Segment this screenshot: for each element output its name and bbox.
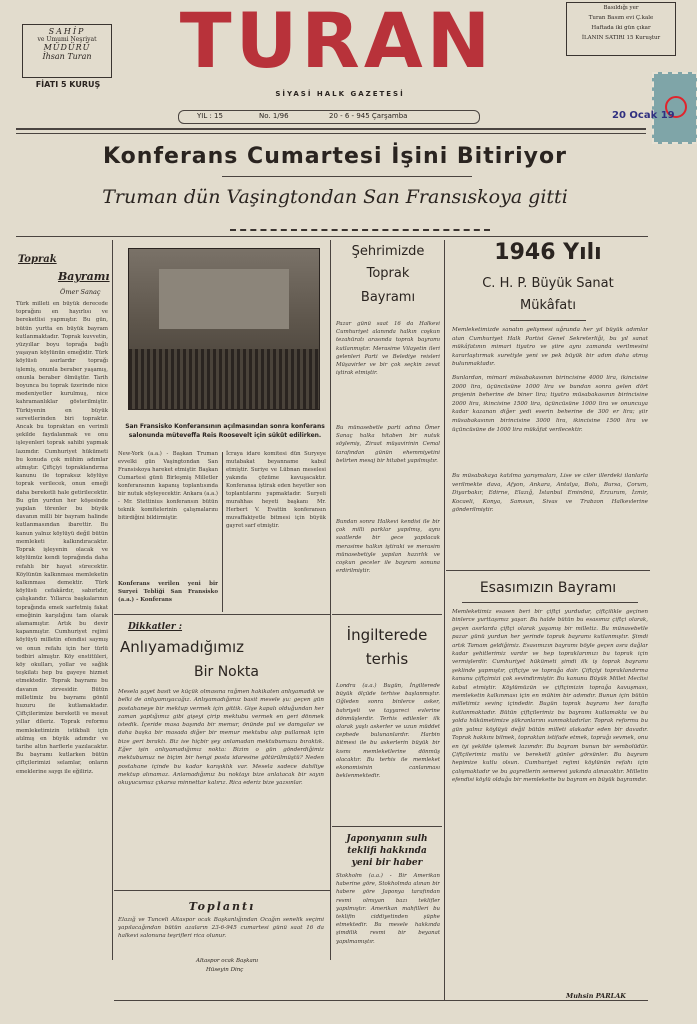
postage-stamp [652, 72, 697, 144]
owner-line3: MÜDÜRÜ [43, 43, 91, 52]
masthead-rule [16, 128, 646, 130]
newspaper-subtitle: SİYASİ HALK GAZETESİ [275, 90, 405, 98]
esas-top-rule [446, 570, 650, 571]
esas-title: Esasımızın Bayramı [479, 580, 617, 596]
center-column-divider [330, 240, 331, 960]
dikkat-top-rule [114, 614, 330, 615]
sanat-body2: Bunlardan, mimari müsabakasının birincisine 4000 lira, ikincisine 2000 lira, üçüncüsüne 1000 lira ve bundan sonra gelen dört projenin beherine de biner lira; tiyatro müsabakasının birincisine 2000 lira, ikincisine 1500 lira, üçüncüsüne 1000 lira ve onuncuya kadar kazanan diğer yedi eserin beherine de 300 er lira; şiir müsabakasının birincisine 3000 lira, ikincisine 1500 lira ve üçüncüsüne de 1000 lira mükâfat verilecektir. [452, 375, 648, 433]
photo-audience [129, 349, 319, 409]
esas-underline [462, 602, 638, 603]
right-column-divider [444, 240, 445, 1000]
left-column-divider [112, 240, 113, 960]
owner-line2: ve Umumi Neşriyat [37, 36, 97, 43]
dikkat-title1: Anlıyamadığımız [120, 638, 245, 656]
ingiltere-title1: İngilterede [346, 626, 428, 644]
sehrimizde-title1: Şehrimizde [351, 244, 425, 259]
toplanti-sign2: Hüseyin Dinç [206, 967, 244, 973]
headline-underline [222, 176, 472, 177]
issue-date: 20 - 6 - 945 Çarşamba [329, 112, 408, 120]
print-line2: Turan Basım evi Ç.kale [588, 15, 654, 21]
sehrimizde-body1: Pazar günü saat 16 da Halkevi Cumhuriyet alanında halkın coşkun tezahüratı arasında toprak bayramı kutlanmıştır. Merasime Vilayetin ileri gelenleri Parti ve Belediye reisleri Müşavirler ve bir çok seçkin zevat iştirak etmiştir. [336, 321, 440, 377]
price-label: FİATI 5 KURUŞ [35, 80, 101, 89]
dikkat-title2: Bir Nokta [194, 664, 259, 680]
toplanti-top-rule [114, 890, 330, 891]
sehrimizde-title3: Bayramı [360, 290, 416, 305]
owner-line4: İhsan Turan [42, 52, 92, 61]
left-article-body: Türk milleti en büyük derecede toprağını en hayırlısı ve bereketlisi yapmıştır. Bu gün, bütün yurtta en büyük bayram kutlanmaktadır. Toprak kuvvetin, yüzyıllar boyu toprağa bağlı yaşayan köylünün emeğidir. Türk köylüsü asırlardır toprağı işlemiş, onunla beraber yaşamış, onunla beraber ölmüştür. Tarih boyunca bu toprak üzerinde nice medeniyetler kurulmuş, nice kahramanlıklar gösterilmiştir. Türkiyenin en büyük servetlerinden biri topraktır. Ancak bu topraktan en verimli şekilde faydalanmak ve onu işleyenleri toprak sahibi yapmak lazımdır. Cumhuriyet hükümeti bu konuda çok mühim adımlar atmıştır. Çiftçiyi topraklandırma kanunu ile topraksız köylüye toprak verilecek, onun emeği daha bereketli hale getirilecektir. Bu gün yurdun her köşesinde yapılan törenler bu büyük davanın milli bir bayram halinde kutlanmasından ibarettir. Bu kanun yalnız köylüyü değil bütün memleketi kalkındıracaktır. Toprak işleyenin olacak ve köylümüz kendi toprağında daha refahlı bir hayat sürecektir. Köylünün kalkınması memleketin kalkınması demektir. Türk köylüsü cefakârdır, sabırlıdır, çalışkandır. Yıllarca başkalarının toprağında emek sarfetmiş fakat emeğinin karşılığını tam olarak alamamıştır. Artık bu devir kapanmıştır. Cumhuriyet rejimi köylüyü milletin efendisi saymış ve onun refahı için her türlü tedbiri almıştır. Köy enstitüleri, köy okulları, yollar ve sağlık teşkilatı hep bu gayeye hizmet etmektedir. Toprak bayramı bu davanın zirvesidir. Bütün milletimiz bu bayramı gönül huzuru ile kutlamaktadır. Çiftçilerimize bereketli ve mesut yıllar dileriz. Toprak reformu memleketimizin istikbali için atılmış en büyük adımdır ve tarihe altın harflerle yazılacaktır. Bu bayramı kutlarken bütün çiftçilerimizi selamlar, onların emeklerine saygı ile eğiliriz. [16, 301, 108, 775]
esas-body: Memleketimiz esasen beri bir çiftçi yurdudur, çiftçilikle geçinen binlerce yurttaşımız yaşar. Bu halde bütün bu esasımız çiftçi olarak, geçen asırlarda çiftçi olarak yaşamış bir milletiz. Bu münasebetle pazar günü yurdun her yerinde toprak bayramı kutlanmıştır. Şimdi artık Tamam geldiğimiz. Esasımızın bayramı böyle geçen asra dağlar kadar şehitlerimiz vardır ve hep topraklarımızı bu toprak için vermişlerdir. Cumhuriyet hükümeti şimdi ilk iş toprak bayramı şeklinde yapmıştır, çiftçiye ve toprağa dair. Çiftçiyi topraklandırma kanunu çiftçimizi çok sevindirmiştir. Bu kanunu Büyük Millet Meclisi kabul etmiştir. Köylümüzün ve çiftçimizin toprağa kavuşması, memleketin kalkınması için en mühim bir adımdır. Bunun için bütün milletimiz sevinç içindedir. Bugün toprak bayramı her tarafta kutlanmaktadır. Bütün çiftçilerimiz bu bayramı kutlamakta ve bu yolda hükümetimize şükranlarını sunmaktadırlar. Toprak reformu bu gün yalnız köylüyü değil bütün milleti alakadar eden bir davadır. Toprak hakkını bilmek, topraktan istifade etmek, toprağı sevmek, onu en iyi şekilde işlemek lazımdır. Bu bayram bunun bir sembolüdür. Çiftçilerimiz mutlu ve bereketli günler görsünler. Bu bayram hepimize kutlu olsun. Cumhuriyet rejimi köylünün refahı için çalışmaktadır ve bu gayretlerin semeresi yakında alınacaktır. Milletin efendisi köylü olduğu bir memlekette bu bayram en büyük bayramdır. [452, 609, 648, 784]
japonya-title2: teklifi hakkında [347, 846, 427, 856]
owner-line1: SAHİP [48, 27, 86, 36]
sanat-title2: C. H. P. Büyük Sanat [482, 276, 614, 291]
left-article-title1: Toprak [18, 254, 57, 265]
ingiltere-title2: terhis [365, 650, 409, 668]
issue-year: YIL : 15 [197, 112, 223, 120]
section-rule [16, 236, 648, 237]
sanat-title3: Mükâfatı [520, 298, 576, 313]
sanat-body1: Memleketimizde sanatın gelişmesi uğrunda her yıl büyük adımlar atan Cumhuriyet Halk Partisi Genel Sekreterliği, bu yıl sanat mükâfatının mimari tiyatro ve şiire aynı zamanda verilmesini kararlaştırmak suretiyle yeni ve pek büyük bir adım daha atmış bulunmaktadır. [452, 327, 648, 368]
photo-story-divider [222, 452, 223, 612]
photo-story-col1-bottom: Konferans verilen yeni bir Suryei Tebliği San Fransisko (a.a.) - Konferans [118, 581, 218, 603]
sanat-body3: Bu müsabakaya katılma yarışmaları, Lise ve ciler illerdeki ilanlarla verilmekte dava, Afyon, Ankara, Antalya, Bolu, Bursa, Çorum, Diyarbakır, Edirne, Elazığ, İstanbul Eminönü, Erzurum, İzmir, Kocaeli, Konya, Samsun, Sivas ve Trabzon Halkevlerine gönderilmiştir. [452, 473, 648, 514]
ingiltere-top-rule [332, 614, 442, 615]
photo-story-col1: New-York (a.a.) - Başkan Truman evvelki gün Vaşingtondan San Fransiskoya hareket etmiştir. Başkan Cumartesi günü Birleşmiş Milletler konferansının kapanış toplantısında bir nutuk söyleyecektir. Ankara (a.a.) - Mr. Stettinius konferansın bütün teknik komitelerinin çalışmalarını bitirdiğini bildirmiştir. [118, 451, 218, 521]
print-line4: İLANIN SATIRI 15 Kuruştur [581, 35, 661, 41]
dikkat-body: Mesela şayet basit ve küçük olmasına rağmen hakikaten anlıyamadık ve belki de anlıyamıyacağız. Anlıyamadığımız basit mesele şu: geçen gün postahaneye bir mektup vermek için gittik. Gişe kapalı olduğundan her zaman yaptığımız gibi gişeyi çirip mektubu vermek en geri dönmek istedik. İçeride masa başında bir memur, önünde pul ve damgalar ve daha başka bir masada diğer bir memur mektubu alıp pullamak için bize geri bıraktı. Biz ise hiçbir şey anlamadan mektubumuzu bıraktık. Eğer işin anlıyamadığımız nokta: Bizim o gün gönderdiğimiz mektubumuz ne biçim bir hengi posta idaresine götürülmüştü? Neden postahane içinde bu kadar karışıklık var. Mesela sadece dahiliye mektup alınamaz. Anlamadığımız bu noktayı bize anlatacak bir sayın okuyucumuz çıkarsa minnettar kalırız. Rica ederiz bize yazsınlar. [118, 689, 324, 787]
japonya-title1: Japonyanın sulh [346, 834, 428, 844]
conference-photo [128, 248, 320, 410]
stamp-date-note: 20 Ocak 19 [612, 110, 675, 121]
sub-headline: Truman dün Vaşingtondan San Fransıskoya gitti [102, 186, 568, 208]
sehrimizde-body2: Bu münasebetle parti adına Ömer Sanaç halka hitaben bir nutuk söylemiş, Ziraat müşavirinin Cemal tarafından günün ehemmiyetini belirten mesaj bir hitabet yapılmıştır. [336, 425, 440, 464]
sanat-underline [510, 320, 586, 321]
japonya-title3: yeni bir haber [351, 858, 423, 868]
printing-box [566, 2, 676, 56]
main-headline: Konferans Cumartesi İşini Bitiriyor [103, 144, 567, 169]
dikkat-label: Dikkatler : [128, 622, 183, 632]
left-article-title2: Bayramı [58, 270, 110, 283]
japonya-top-rule [332, 826, 442, 827]
headline-dashes [230, 229, 490, 231]
toplanti-sign1: Altaspor ocak Başkanı [196, 958, 259, 964]
japonya-body: Stokholm (a.a.) - Bir Amerikan haberine göre, Stokholmda alınan bir habere göre Japonya tarafından resmi olmıyan bazı teklifler yapılmıştır. Amerikan mahfilleri bu teklifin ciddiyetinden şüphe etmektedir. Bu mesele hakkında şimdilik resmi bir beyanat yapılmamıştır. [336, 873, 440, 945]
issue-bar [178, 110, 480, 124]
photo-caption: San Fransisko Konferansının açılmasından sonra konferans salonunda müteveffa Reis Roosevelt için sükût edilirken. [125, 423, 325, 439]
print-line3: Haftada iki gün çıkar [591, 25, 651, 31]
toplanti-body: Elazığ ve Tunceli Altaspor ocak Başkanlığından Ocağın senelik seçimi yapılacağından bütün azaların 23-6-945 cumartesi günü saat 16 da halkevi salonuna teşrifleri rica olunur. [118, 917, 324, 940]
ingiltere-body: Londra (a.a.) Bugün, İngilterede büyük ölçüde terhise başlanmıştır. Oğleden sonra binlerce asker, bahriyeli ve tayyareci evlerine dönmüşlerdir. Terhis edilenler ilk olarak yaşlı askerler ve uzun müddet cephede bulunanlardır. Harbin bitmesi ile bu askerlerin büyük bir kısmı memleketlerine dönmüş olacaktır. Bu terhis ile memleket ekonomisinin canlanması beklenmektedir. [336, 683, 440, 780]
owner-box [22, 24, 112, 78]
masthead-rule-thin [16, 133, 646, 134]
photo-story-col2: İcraya idare komitesi dün Suryeye mutabakat beyanname kabul etmiştir. Suriye ve Lübnan meselesi yakında çözüme kavuşacaktır. Konferansa iştirak eden heyetler son toplantılarını yapmaktadır. Suryeli murahhas heyeti başkanı Mr. Herbert V. Evattin konferansın muvaffakiyetle bitmesi için büyük gayret sarf etmiştir. [226, 451, 326, 529]
sehrimizde-title2: Toprak [366, 266, 410, 281]
sanat-title1: 1946 Yılı [494, 240, 602, 265]
esas-author: Muhsin PARLAK [566, 992, 626, 1000]
left-article-author: Ömer Sanaç [60, 288, 101, 296]
toplanti-title: Toplantı [188, 900, 256, 913]
photo-stage [159, 269, 289, 329]
newspaper-title: TURAN [179, 0, 495, 85]
print-line1: Basıldığı yer [603, 5, 639, 11]
bottom-rule [114, 1000, 648, 1001]
issue-number: No. 1/96 [259, 112, 289, 120]
sehrimizde-body3: Bundan sonra Halkevi kendisi ile bir çok milli parklar yapılmış, aynı saatlerde bir gece yapılacak merasime halkın iştiraki ve merasim münasebetiyle yapılan hazırlık ve coşkun geceler ile bayram sonuna erdirilmiştir. [336, 519, 440, 575]
